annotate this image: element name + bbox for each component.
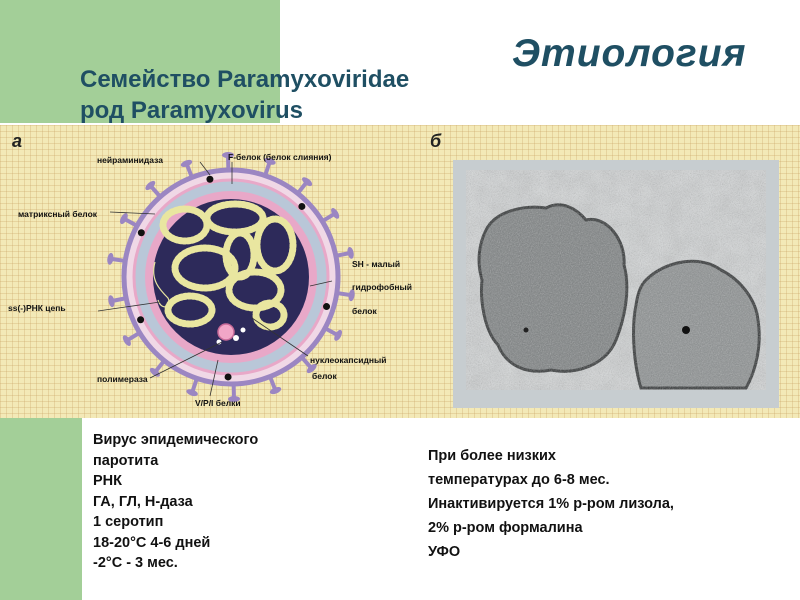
glycoprotein-spike-head (107, 252, 115, 265)
sh-protein-dot (137, 316, 144, 323)
label-vpi-proteins: V/P/I белки (195, 398, 241, 408)
glycoprotein-spike-head (107, 295, 115, 308)
label-nucleocapsid-line1: нуклеокапсидный (310, 355, 387, 365)
polymerase-dot (233, 335, 239, 341)
stability-line: Инактивируется 1% р-ром лизола, (428, 496, 674, 512)
label-sh-line1: SH - малый (352, 259, 401, 269)
panel-b-letter: б (430, 131, 442, 151)
properties-line: 18-20°С 4-6 дней (93, 534, 211, 551)
micrograph-dark-spot (682, 326, 690, 334)
subtitle-line-family: Семейство Paramyxoviridae (80, 66, 410, 93)
electron-micrograph (466, 170, 766, 390)
label-nucleocapsid-line2: белок (312, 371, 337, 381)
sh-protein-dot (323, 303, 330, 310)
sh-protein-dot (225, 373, 232, 380)
label-matrix-protein: матриксный белок (18, 209, 98, 219)
label-polymerase: полимераза (97, 374, 148, 384)
stability-line: 2% р-ром формалина (428, 520, 583, 536)
sh-protein-dot (138, 229, 145, 236)
sh-protein-dot (298, 203, 305, 210)
polymerase-complex (218, 324, 234, 340)
micrograph-dark-spot (524, 328, 529, 333)
panel-a-letter: а (12, 131, 23, 151)
glycoprotein-spike-head (346, 246, 354, 259)
stability-list (428, 444, 674, 564)
sh-protein-dot (206, 176, 213, 183)
properties-line: ГА, ГЛ, Н-даза (93, 493, 193, 510)
label-f-protein: F-белок (белок слияния) (228, 152, 332, 162)
stability-line: температурах до 6-8 мес. (428, 472, 610, 488)
properties-line: паротита (93, 452, 159, 469)
properties-line: -2°С - 3 мес. (93, 555, 178, 571)
virus-properties-list (93, 430, 258, 574)
properties-line: Вирус эпидемического (93, 432, 259, 448)
stability-line: УФО (428, 544, 461, 560)
label-neuraminidase: нейраминидаза (97, 155, 163, 165)
stability-line: При более низких (428, 448, 556, 464)
label-sh-line3: белок (352, 306, 377, 316)
slide-title: Этиология (512, 32, 747, 75)
label-rna-chain: ss(-)РНК цепь (8, 303, 66, 313)
properties-line: РНК (93, 473, 122, 489)
polymerase-dot (241, 328, 246, 333)
properties-line: 1 серотип (93, 514, 164, 530)
subtitle-line-genus: род Paramyxovirus (80, 97, 304, 124)
label-sh-line2: гидрофобный (352, 282, 412, 292)
